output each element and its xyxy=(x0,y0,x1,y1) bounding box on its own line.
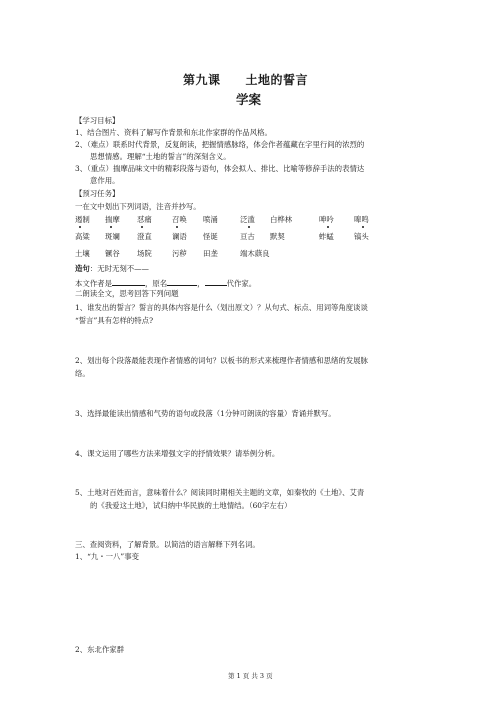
vocab-word: 田垄 xyxy=(203,249,218,258)
goal-3: 3、（重点）揣摩品味文中的精彩段落与语句，体会拟人、排比、比喻等修辞手法的表情达 xyxy=(75,164,365,173)
vocab-word: 亘古 xyxy=(240,232,255,241)
section-three-heading: 三、查阅资料，了解背景。以简洁的语言解释下列名词。 xyxy=(75,540,260,549)
vocab-word: 嗥鸣 xyxy=(354,215,369,224)
author-comma: ， xyxy=(197,279,205,288)
emphasis-dot xyxy=(327,226,329,228)
question-2-cont: 络。 xyxy=(75,369,90,378)
idiom-text: ：无时无刻不—— xyxy=(89,264,149,273)
idiom-line xyxy=(75,265,149,272)
question-5-cont: 的《我爱这土地》，试归纳中华民族的土地情结。（60字左右） xyxy=(90,501,292,510)
vocab-word: 揣摩 xyxy=(105,215,120,224)
lesson-title: 第九课 土地的誓言 xyxy=(183,73,309,87)
vocab-word: 呻吟 xyxy=(319,215,334,224)
question-5: 5、土地对百姓而言，意味着什么？阅读同时期相关主题的文章，如秦牧的《土地》、艾青 xyxy=(75,488,365,497)
emphasis-dot xyxy=(176,226,178,228)
document-subtitle: 学案 xyxy=(236,92,262,107)
emphasis-dot xyxy=(141,226,143,228)
vocab-word: 遏制 xyxy=(75,215,90,224)
question-4: 4、课文运用了哪些方法来增强文字的抒情效果？请举例分析。 xyxy=(75,449,280,458)
emphasis-dot xyxy=(248,226,250,228)
era-blank[interactable] xyxy=(205,278,227,286)
vocab-word: 场院 xyxy=(137,249,152,258)
vocab-word: 泛滥 xyxy=(240,215,255,224)
idiom-label: 造句 xyxy=(75,264,90,273)
vocab-word: 污秽 xyxy=(172,249,187,258)
emphasis-dot xyxy=(110,226,112,228)
preview-intro: 一在文中划出下列词语，注音并抄写。 xyxy=(75,202,201,211)
vocab-word: 怼痛 xyxy=(137,215,152,224)
vocab-word: 斑斓 xyxy=(105,232,120,241)
section-two-heading: 二朗读全文，思考回答下列问题 xyxy=(75,289,179,298)
question-3: 3、选择最能读出情感和气势的语句或段落（1分钟可朗读的容量）背诵并默写。 xyxy=(75,409,336,418)
emphasis-dot xyxy=(79,226,81,228)
question-1-cont: “誓言”具有怎样的特点? xyxy=(75,316,154,325)
vocab-word: 镢谷 xyxy=(105,249,120,258)
author-suffix: 代作家。 xyxy=(226,279,257,288)
goal-1: 1、结合图片、资料了解写作背景和东北作家群的作品风格。 xyxy=(75,128,272,137)
vocab-word: 澄直 xyxy=(137,232,152,241)
vocab-word: 喷涌 xyxy=(203,215,218,224)
goal-2: 2、（难点）联系时代背景，反复朗读，把握情感脉络，体会作者蕴藏在字里行间的浓烈的 xyxy=(75,140,365,149)
preview-heading: 【预习任务】 xyxy=(75,189,120,198)
goal-2-cont: 思想情感。理解“土地的誓言”的深刻含义。 xyxy=(90,152,231,161)
author-original-name-label: ，原名 xyxy=(144,279,168,288)
author-line xyxy=(75,278,256,287)
goal-3-cont: 意作用。 xyxy=(90,176,120,185)
vocab-word: 召唤 xyxy=(172,215,187,224)
vocab-word: 镐头 xyxy=(354,232,369,241)
term-1: 1、“九・一八”事变 xyxy=(75,552,139,561)
vocab-word: 端木蕻良 xyxy=(240,249,270,258)
vocab-word: 白桦林 xyxy=(270,215,293,224)
author-blank[interactable] xyxy=(112,278,145,286)
vocab-word: 蚱蜢 xyxy=(319,232,334,241)
emphasis-dot xyxy=(362,226,364,228)
vocab-word: 高粱 xyxy=(75,232,90,241)
original-name-blank[interactable] xyxy=(167,278,197,286)
vocab-word: 土壤 xyxy=(75,249,90,258)
goals-heading: 【学习目标】 xyxy=(75,116,120,125)
vocab-word: 默契 xyxy=(270,232,285,241)
question-2: 2、划出每个段落最能表现作者情感的词句？以板书的形式来梳理作者情感和思绪的发展脉 xyxy=(75,356,368,365)
author-prefix: 本文作者是 xyxy=(75,279,112,288)
page-footer: 第 1 页 共 3 页 xyxy=(228,672,273,680)
vocab-word: 怪诞 xyxy=(203,232,218,241)
vocab-word: 谰语 xyxy=(172,232,187,241)
question-1: 1、谁发出的誓言？誓言的具体内容是什么（划出原文）？从句式、标点、用词等角度谈谈 xyxy=(75,303,368,312)
term-2: 2、东北作家群 xyxy=(75,645,125,654)
